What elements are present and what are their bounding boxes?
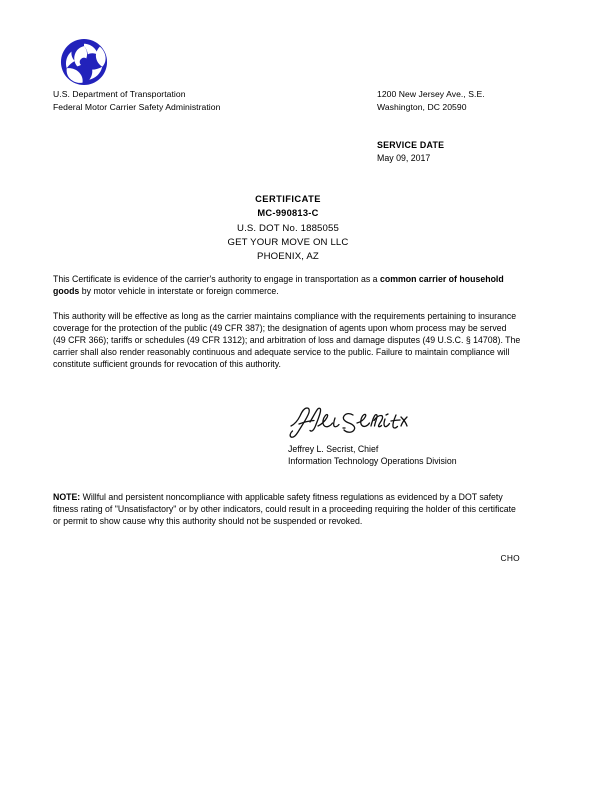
address-city-line: Washington, DC 20590 [377, 102, 467, 113]
certificate-title: CERTIFICATE [255, 194, 321, 204]
authority-text-part-1: This Certificate is evidence of the carrier's authority to engage in transportation as a [53, 274, 380, 284]
authority-text-part-2: by motor vehicle in interstate or foreign commerce. [79, 285, 279, 296]
handwritten-signature [288, 404, 408, 442]
service-date-label: SERVICE DATE [377, 140, 445, 150]
note-paragraph [53, 492, 521, 528]
authority-paragraph [53, 274, 521, 298]
agency-name [53, 88, 220, 114]
headquarters-address [377, 88, 485, 114]
signer-name-title: Jeffrey L. Secrist, Chief [288, 444, 379, 454]
carrier-name: GET YOUR MOVE ON LLC [227, 237, 349, 248]
note-text: Willful and persistent noncompliance with applicable safety fitness regulations as evidenced by a DOT safety fitness rating of "Unsatisfactory" or by other indicators, could result in a proceeding requiring the holder of this certificate or permit to show cause why this authority should not be suspended or revoked. [53, 492, 516, 526]
usdot-number: U.S. DOT No. 1885055 [236, 223, 339, 235]
certificate-number: MC-990813-C [257, 208, 319, 219]
effective-paragraph: This authority will be effective as long as the carrier maintains compliance with the requirements pertaining to insurance coverage for the protection of the public (49 CFR 387); the designation of agents upon whom process may be served (49 CFR 366); tariffs or schedules (49 CFR 1312); and arbitration of loss and damage disputes (49 U.S.C. § 14708). The carrier shall also render reasonably continuous and adequate service to the public. Failure to maintain compliance will constitute sufficient grounds for revocation of this authority. [53, 311, 521, 369]
certificate-heading [53, 192, 523, 263]
signer-division: Information Technology Operations Division [288, 455, 457, 466]
agency-department-line: U.S. Department of Transportation [53, 89, 186, 99]
footer-code: CHO [500, 553, 520, 563]
note-label: NOTE: [53, 492, 81, 502]
agency-administration-line: Federal Motor Carrier Safety Administration [53, 102, 221, 113]
address-street-line: 1200 New Jersey Ave., S.E. [377, 89, 485, 99]
service-date-block [377, 139, 444, 166]
signature-block [288, 404, 457, 468]
signer-details [288, 444, 457, 468]
authority-bold-phrase: common carrier of household goods [53, 274, 504, 296]
carrier-city-state: PHOENIX, AZ [257, 250, 319, 262]
service-date-value: May 09, 2017 [377, 153, 431, 164]
dot-triskelion-logo [60, 38, 108, 86]
